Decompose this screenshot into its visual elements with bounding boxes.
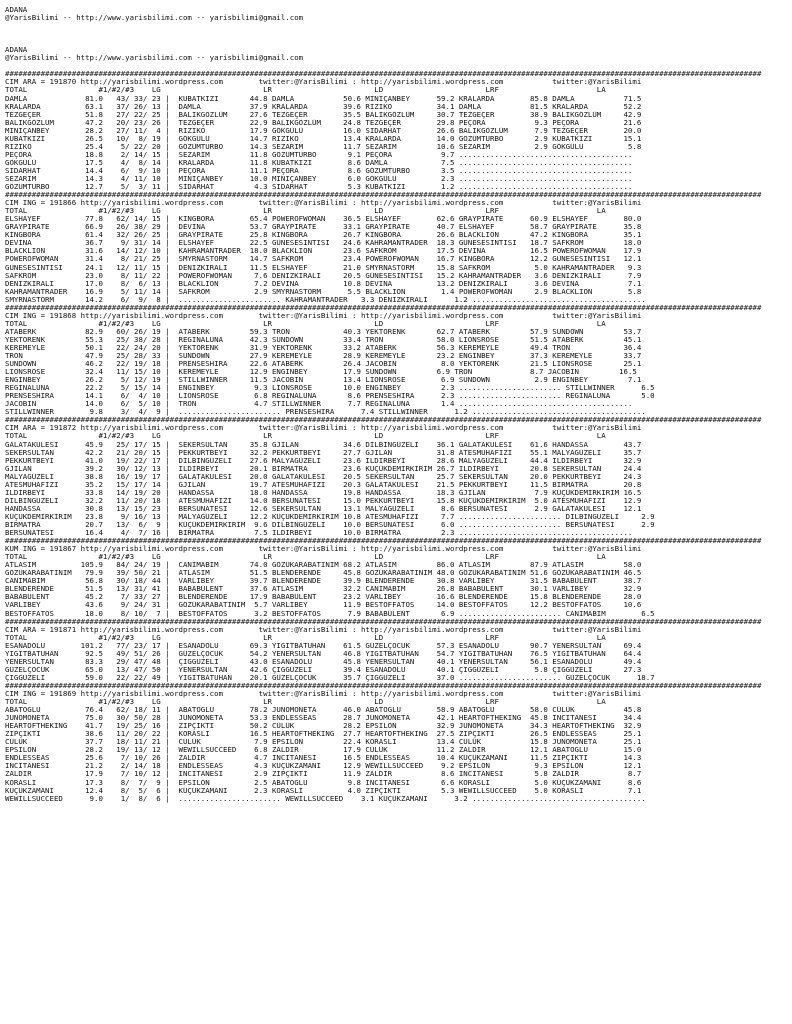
table-row: KUBATKIZI 26.5 10/ 8/ 19 | GÖKGÜLÜ 14.7 RIZIKO 13.4 KRALARDA 14.0 GÖZÜMTURBO 2.9 KUBATKIZI 15.1 xyxy=(5,134,642,143)
blank-line xyxy=(5,30,791,38)
text-line: ADANA xyxy=(5,46,28,55)
table-row: BLENDERENDE 51.5 13/ 31/ 41 | BABABÜLENT 37.6 ATLASIM 32.2 CANIMABIM 26.8 BABABÜLENT 30.1 VARLIBEY 32.9 xyxy=(5,585,642,594)
column-header-row: TOTAL #1/#2/#3 LG LR LD LRF LA xyxy=(5,207,606,216)
table-row: SMYRNASTORM 14.2 6/ 9/ 8 | ....................... KAHRAMANTRADER 3.3 DENIZKIRALI 1.2 ....................................... xyxy=(5,295,646,304)
table-row: DAMLA 81.0 43/ 33/ 23 | KUBATKIZI 44.8 DAMLA 50.6 MINIÇANBEY 59.2 KRALARDA 85.8 DAMLA 71.5 xyxy=(5,94,642,103)
table-row: LIONSROSE 32.4 11/ 15/ 10 | KEREMEYLE 12.9 ENGINBEY 17.9 SUNDOWN 6.9 TRON 8.7 JACOBIN 16.5 xyxy=(5,368,637,377)
table-row: ATLASIM 105.9 84/ 24/ 19 | CANIMABIM 74.0 GÖZÜKARABATINIM 68.2 ATLASIM 86.0 ATLASIM 87.9 ATLASIM 58.0 xyxy=(5,561,642,570)
table-row: KAHRAMANTRADER 16.9 5/ 11/ 14 | SAFKROM 2.9 SMYRNASTORM 5.5 BLACKLION 1.4 POWEROFWOMAN 2.9 BLACKLION 5.8 xyxy=(5,287,642,296)
table-row: POWEROFWOMAN 31.4 8/ 21/ 25 | SMYRNASTORM 14.7 SAFKROM 23.4 POWEROFWOMAN 16.7 KINGBORA 12.2 GÜNESESINTISI 12.1 xyxy=(5,255,642,264)
table-row: TRON 47.9 25/ 28/ 33 | SUNDOWN 27.9 KEREMEYLE 28.9 KEREMEYLE 23.2 ENGINBEY 37.3 KEREMEYLE 33.7 xyxy=(5,352,642,361)
table-row: ILDIRBEYI 33.8 14/ 19/ 20 | HANDASSA 18.0 HANDASSA 19.8 HANDASSA 18.3 GJILAN 7.9 KÜÇÜKDEMIRKIRIM 16.5 xyxy=(5,488,642,497)
table-row: DEVINA 36.7 9/ 31/ 14 | ELSHAYEF 22.5 GÜNESESINTISI 24.6 KAHRAMANTRADER 18.3 GÜNESESINTISI 18.7 SAFKROM 18.0 xyxy=(5,239,642,248)
table-row: DENIZKIRALI 17.0 8/ 6/ 13 | BLACKLION 7.2 DEVINA 10.8 DEVINA 13.2 DENIZKIRALI 3.6 DEVINA 7.1 xyxy=(5,279,642,288)
table-row: KÜÇÜKDEMIRKIRIM 23.8 9/ 16/ 13 | MALYAGÜZELI 12.2 KÜÇÜKDEMIRKIRIM 10.8 ATESMUHAFIZI 7.7 ....................... DILBINGÜZELI 2.9 xyxy=(5,512,655,521)
table-row: HANDASSA 30.8 13/ 15/ 23 | BERSUNATESI 12.6 SEKERSULTAN 13.1 MALYAGÜZELI 8.6 BERSUNATESI 2.9 GALATAKULESI 12.1 xyxy=(5,504,642,513)
table-row: JACOBIN 14.0 6/ 5/ 10 | TRON 4.7 STILLWINNER 7.7 REGINALUNA 1.4 ....................................... xyxy=(5,400,633,409)
separator-line: ########################################################################################################################################################################## xyxy=(5,617,762,626)
blank-line xyxy=(5,22,791,30)
table-row: ENGINBEY 26.2 5/ 12/ 19 | STILLWINNER 11.5 JACOBIN 13.4 LIONSROSE 6.9 SUNDOWN 2.9 ENGINBEY 7.1 xyxy=(5,376,642,385)
contact-line: @YarisBilimi -- http://www.yarisbilimi.com -- yarisbilimi@gmail.com xyxy=(5,14,304,23)
column-header-row: TOTAL #1/#2/#3 LG LR LD LRF LA xyxy=(5,698,606,707)
table-row: VARLIBEY 43.6 9/ 24/ 31 | GÖZÜKARABATINIM 5.7 VARLIBEY 11.9 BESTOFFATOS 14.0 BESTOFFATOS 12.2 BESTOFFATOS 10.6 xyxy=(5,601,642,610)
table-row: YEKTORENK 55.3 25/ 38/ 28 | REGINALUNA 42.3 SUNDOWN 33.4 TRON 58.0 LIONSROSE 51.5 ATABERK 45.1 xyxy=(5,335,642,344)
separator-line: ########################################################################################################################################################################## xyxy=(5,191,762,200)
table-row: JUNOMONETA 75.0 30/ 50/ 28 | JUNOMONETA 53.3 ENDLESSEAS 28.7 JUNOMONETA 42.1 HEARTOFTHEKING 45.8 INCITANESI 34.4 xyxy=(5,714,642,723)
separator-line: ########################################################################################################################################################################## xyxy=(5,303,762,312)
table-row: GRAYPIRATE 66.9 26/ 38/ 29 | DEVINA 53.7 GRAYPIRATE 33.1 GRAYPIRATE 40.7 ELSHAYEF 58.7 GRAYPIRATE 35.8 xyxy=(5,223,642,232)
table-row: YIGITBATUHAN 92.5 49/ 51/ 26 | GÜZELÇOCUK 54.2 YENERSULTAN 46.8 YIGITBATUHAN 54.7 YIGITBATUHAN 76.5 YIGITBATUHAN 64.4 xyxy=(5,649,642,658)
table-row: SAFKROM 23.0 8/ 11/ 22 | POWEROFWOMAN 7.6 DENIZKIRALI 20.5 GÜNESESINTISI 15.2 KAHRAMANTRADER 3.6 DENIZKIRALI 7.9 xyxy=(5,271,642,280)
race-header: CIM ARA = 191870 http://yarisbilimi.wordpress.com twitter:@YarisBilimi : http://yarisbilimi.wordpress.com twitter:@YarisBilimi xyxy=(5,78,642,87)
race-header: CIM ING = 191869 http://yarisbilimi.wordpress.com twitter:@YarisBilimi : http://yarisbilimi.wordpress.com twitter:@YarisBilimi xyxy=(5,689,642,698)
table-row: KINGBORA 61.4 32/ 26/ 25 | GRAYPIRATE 25.8 KINGBORA 26.7 KINGBORA 26.6 BLACKLION 47.2 KINGBORA 35.1 xyxy=(5,231,642,240)
table-row: REGINALUNA 22.2 5/ 15/ 14 | ENGINBEY 9.3 LIONSROSE 10.0 ENGINBEY 2.3 ....................... STILLWINNER 6.5 xyxy=(5,384,655,393)
table-row: GALATAKULESI 45.9 25/ 17/ 15 | SEKERSULTAN 35.8 GJILAN 34.6 DILBINGÜZELI 36.1 GALATAKULESI 61.6 HANDASSA 43.7 xyxy=(5,440,642,449)
table-row: BLACKLION 31.6 14/ 12/ 10 | KAHRAMANTRADER 18.0 BLACKLION 23.6 SAFKROM 17.5 DEVINA 16.5 POWEROFWOMAN 17.9 xyxy=(5,247,642,256)
table-row: TEZGEÇER 51.8 27/ 22/ 25 | BALIKGÖZLÜM 27.6 TEZGEÇER 35.5 BALIKGÖZLÜM 30.7 TEZGEÇER 38.9 BALIKGÖZLÜM 42.9 xyxy=(5,110,642,119)
column-header-row: TOTAL #1/#2/#3 LG LR LD LRF LA xyxy=(5,633,606,642)
table-row: MINIÇANBEY 28.2 27/ 11/ 4 | RIZIKO 17.9 GÖKGÜLÜ 16.0 SIDARHAT 26.6 BALIKGÖZLÜM 7.9 TEZGEÇER 20.0 xyxy=(5,126,642,135)
contact-line: @YarisBilimi -- http://www.yarisbilimi.com -- yarisbilimi@gmail.com xyxy=(5,54,304,63)
table-row: INCITANESI 21.2 2/ 14/ 18 | ENDLESSEAS 4.3 KÜÇÜKZAMANI 12.9 WEWILLSUCCEED 9.2 EPSILON 9.3 EPSILON 12.1 xyxy=(5,762,642,771)
table-row: GJILAN 39.2 30/ 12/ 13 | ILDIRBEYI 20.1 BIRMATRA 23.6 KÜÇÜKDEMIRKIRIM 26.7 ILDIRBEYI 20.8 SEKERSULTAN 24.4 xyxy=(5,464,642,473)
table-row: RIZIKO 25.4 5/ 22/ 20 | GÖZÜMTURBO 14.3 SEZARIM 11.7 SEZARIM 10.6 SEZARIM 2.9 GÖKGÜLÜ 5.8 xyxy=(5,142,642,151)
table-row: YENERSULTAN 83.3 29/ 47/ 48 | ÇIGGÜZELI 43.0 ESANADOLU 45.8 YENERSULTAN 40.1 YENERSULTAN 56.1 ESANADOLU 49.4 xyxy=(5,657,642,666)
table-row: EPSILON 28.2 19/ 13/ 12 | WEWILLSUCCEED 6.8 ZALDIR 17.9 CÜLÜK 11.2 ZALDIR 12.1 ABATOGLU 15.0 xyxy=(5,746,642,755)
table-row: GÖKGÜLÜ 17.5 4/ 8/ 14 | KRALARDA 11.8 KUBATKIZI 8.6 DAMLA 7.5 ....................................... xyxy=(5,158,633,167)
table-row: BERSUNATESI 16.4 4/ 7/ 16 | BIRMATRA 7.5 ILDIRBEYI 10.0 BIRMATRA 2.3 ....................................... xyxy=(5,529,633,538)
race-header: CIM ING = 191868 http://yarisbilimi.wordpress.com twitter:@YarisBilimi : http://yarisbilimi.wordpress.com twitter:@YarisBilimi xyxy=(5,311,642,320)
table-row: STILLWINNER 9.8 3/ 4/ 9 | ....................... PRENSESHIRA 7.4 STILLWINNER 1.2 ....................................... xyxy=(5,408,646,417)
document-body xyxy=(5,6,791,803)
table-row: BESTOFFATOS 18.0 8/ 10/ 7 | BESTOFFATOS 3.2 BESTOFFATOS 7.9 BABABÜLENT 6.9 ....................... CANIMABIM 6.5 xyxy=(5,609,655,618)
table-row: ÇIGGÜZELI 59.0 22/ 22/ 49 | YIGITBATUHAN 20.1 GÜZELÇOCUK 35.7 ÇIGGÜZELI 37.0 ....................... GÜZELÇOCUK 18.7 xyxy=(5,673,655,682)
table-row: GÜZELÇOCUK 65.0 13/ 47/ 50 | YENERSULTAN 42.6 ÇIGGÜZELI 39.4 ESANADOLU 40.1 ÇIGGÜZELI 5.8 ÇIGGÜZELI 27.3 xyxy=(5,665,642,674)
table-row: DILBINGÜZELI 32.2 11/ 20/ 18 | ATESMUHAFIZI 14.0 BERSUNATESI 15.0 PEKKURTBEYI 15.8 KÜÇÜKDEMIRKIRIM 5.0 ATESMUHAFIZI 12.9 xyxy=(5,496,642,505)
table-row: ABATOGLU 76.4 62/ 18/ 11 | ABATOGLU 78.2 JUNOMONETA 46.0 ABATOGLU 58.9 ABATOGLU 58.0 CÜLÜK 45.8 xyxy=(5,706,642,715)
table-row: KORASLI 17.3 8/ 7/ 9 | EPSILON 2.5 ABATOGLU 9.8 INCITANESI 6.6 KORASLI 5.0 KÜÇÜKZAMANI 8.6 xyxy=(5,778,642,787)
column-header-row: TOTAL #1/#2/#3 LG LR LD LRF LA xyxy=(5,86,606,95)
table-row: KEREMEYLE 50.1 22/ 24/ 20 | YEKTORENK 31.9 YEKTORENK 33.2 ATABERK 56.3 KEREMEYLE 49.4 TRON 36.4 xyxy=(5,343,642,352)
race-header: CIM ARA = 191871 http://yarisbilimi.wordpress.com twitter:@YarisBilimi : http://yarisbilimi.wordpress.com twitter:@YarisBilimi xyxy=(5,625,642,634)
table-row: ATESMUHAFIZI 35.2 15/ 17/ 14 | GJILAN 19.7 ATESMUHAFIZI 20.3 GALATAKULESI 21.5 PEKKURTBEYI 11.5 BIRMATRA 20.8 xyxy=(5,480,642,489)
blank-line xyxy=(5,62,791,70)
race-header: CIM ARA = 191872 http://yarisbilimi.wordpress.com twitter:@YarisBilimi : http://yarisbilimi.wordpress.com twitter:@YarisBilimi xyxy=(5,424,642,433)
table-row: HEARTOFTHEKING 41.7 19/ 25/ 16 | ZIPÇIKTI 50.2 CÜLÜK 28.2 EPSILON 32.9 JUNOMONETA 34.3 HEARTOFTHEKING 32.9 xyxy=(5,722,642,731)
table-row: MALYAGÜZELI 38.8 16/ 19/ 17 | GALATAKULESI 20.0 GALATAKULESI 20.5 SEKERSULTAN 25.7 SEKERSULTAN 20.0 PEKKURTBEYI 24.3 xyxy=(5,472,642,481)
table-row: KÜÇÜKZAMANI 12.4 8/ 5/ 6 | KÜÇÜKZAMANI 2.3 KORASLI 4.0 ZIPÇIKTI 5.3 WEWILLSUCCEED 5.0 KORASLI 7.1 xyxy=(5,786,642,795)
table-row: KRALARDA 63.1 37/ 26/ 13 | DAMLA 37.9 KRALARDA 39.6 RIZIKO 34.1 DAMLA 81.5 KRALARDA 52.2 xyxy=(5,102,642,111)
table-row: SEZARIM 14.3 4/ 11/ 10 | MINIÇANBEY 10.0 MINIÇANBEY 6.0 GÖKGÜLÜ 2.3 ....................................... xyxy=(5,174,633,183)
table-row: SIDARHAT 14.4 6/ 9/ 10 | PEÇORA 11.1 PEÇORA 8.6 GÖZÜMTURBO 3.5 ....................................... xyxy=(5,166,633,175)
table-row: ATABERK 82.9 60/ 26/ 19 | ATABERK 59.3 TRON 40.3 YEKTORENK 62.7 ATABERK 57.9 SUNDOWN 53.7 xyxy=(5,327,642,336)
table-row: ESANADOLU 101.2 77/ 23/ 17 | ESANADOLU 69.3 YIGITBATUHAN 61.5 GÜZELÇOCUK 57.3 ESANADOLU 90.7 YENERSULTAN 69.4 xyxy=(5,641,642,650)
table-row: CANIMABIM 56.8 30/ 18/ 44 | VARLIBEY 39.7 BLENDERENDE 39.9 BLENDERENDE 30.8 VARLIBEY 31.5 BABABÜLENT 38.7 xyxy=(5,577,642,586)
race-header: KUM ING = 191867 http://yarisbilimi.wordpress.com twitter:@YarisBilimi : http://yarisbilimi.wordpress.com twitter:@YarisBilimi xyxy=(5,545,642,554)
table-row: WEWILLSUCCEED 9.0 1/ 8/ 6 | ....................... WEWILLSUCCEED 3.1 KÜÇÜKZAMANI 3.2 ....................................... xyxy=(5,794,646,803)
separator-line: ########################################################################################################################################################################## xyxy=(5,70,762,79)
table-row: PRENSESHIRA 14.1 6/ 4/ 10 | LIONSROSE 6.8 REGINALUNA 8.6 PRENSESHIRA 2.3 ....................... REGINALUNA 5.0 xyxy=(5,392,655,401)
table-row: BIRMATRA 20.7 13/ 6/ 9 | KÜÇÜKDEMIRKIRIM 9.6 DILBINGÜZELI 10.0 BERSUNATESI 6.0 ....................... BERSUNATESI 2.9 xyxy=(5,521,655,529)
table-row: ZALDIR 17.9 7/ 10/ 12 | INCITANESI 2.9 ZIPÇIKTI 11.9 ZALDIR 8.6 INCITANESI 5.8 ZALDIR 8.7 xyxy=(5,770,642,779)
table-row: GÖZÜKARABATINIM 79.9 39/ 50/ 21 | ATLASIM 51.5 BLENDERENDE 45.8 GÖZÜKARABATINIM 48.0 GÖZÜKARABATINIM 51.6 GÖZÜKARABATINIM 46.5 xyxy=(5,569,642,578)
table-row: BABABÜLENT 45.2 7/ 33/ 27 | BLENDERENDE 17.9 BABABÜLENT 23.2 VARLIBEY 16.6 BLENDERENDE 15.8 BLENDERENDE 28.0 xyxy=(5,593,642,602)
text-line: ADANA xyxy=(5,6,28,14)
column-header-row: TOTAL #1/#2/#3 LG LR LD LRF LA xyxy=(5,553,606,562)
separator-line: ########################################################################################################################################################################## xyxy=(5,681,762,690)
table-row: SUNDOWN 46.2 22/ 19/ 18 | PRENSESHIRA 22.6 ATABERK 26.4 JACOBIN 8.0 YEKTORENK 21.5 LIONSROSE 25.1 xyxy=(5,360,642,369)
race-header: CIM ING = 191866 http://yarisbilimi.wordpress.com twitter:@YarisBilimi : http://yarisbilimi.wordpress.com twitter:@YarisBilimi xyxy=(5,199,642,208)
table-row: CÜLÜK 37.7 18/ 11/ 21 | CÜLÜK 7.9 EPSILON 22.4 KORASLI 13.4 CÜLÜK 15.8 JUNOMONETA 25.1 xyxy=(5,738,642,747)
blank-line xyxy=(5,38,791,46)
column-header-row: TOTAL #1/#2/#3 LG LR LD LRF LA xyxy=(5,319,606,328)
table-row: SEKERSULTAN 42.2 21/ 20/ 15 | PEKKURTBEYI 32.2 PEKKURTBEYI 27.7 GJILAN 31.8 ATESMUHAFIZI 55.1 MALYAGÜZELI 35.7 xyxy=(5,448,642,457)
column-header-row: TOTAL #1/#2/#3 LG LR LD LRF LA xyxy=(5,432,606,441)
table-row: ENDLESSEAS 25.6 7/ 10/ 26 | ZALDIR 4.7 INCITANESI 16.5 ENDLESSEAS 10.4 KÜÇÜKZAMANI 11.5 ZIPÇIKTI 14.3 xyxy=(5,754,642,763)
table-row: PEKKURTBEYI 41.0 19/ 22/ 17 | DILBINGÜZELI 27.6 MALYAGÜZELI 23.6 ILDIRBEYI 28.6 MALYAGÜZELI 44.4 ILDIRBEYI 32.9 xyxy=(5,456,642,465)
separator-line: ########################################################################################################################################################################## xyxy=(5,416,762,425)
table-row: ELSHAYEF 77.8 62/ 14/ 15 | KINGBORA 65.4 POWEROFWOMAN 36.5 ELSHAYEF 62.6 GRAYPIRATE 60.9 ELSHAYEF 80.0 xyxy=(5,215,642,224)
table-row: PEÇORA 18.8 2/ 14/ 15 | SEZARIM 11.8 GÖZÜMTURBO 9.1 PEÇORA 9.7 ....................................... xyxy=(5,150,633,159)
table-row: ZIPÇIKTI 38.6 11/ 20/ 22 | KORASLI 16.5 HEARTOFTHEKING 27.7 HEARTOFTHEKING 27.5 ZIPÇIKTI 26.5 ENDLESSEAS 25.1 xyxy=(5,730,642,739)
table-row: BALIKGÖZLÜM 47.2 20/ 23/ 26 | TEZGEÇER 22.9 BALIKGÖZLÜM 24.8 TEZGEÇER 29.8 PEÇORA 9.3 PEÇORA 21.6 xyxy=(5,118,642,127)
table-row: GÖZÜMTURBO 12.7 5/ 3/ 11 | SIDARHAT 4.3 SIDARHAT 5.3 KUBATKIZI 1.2 ....................................... xyxy=(5,183,633,192)
table-row: GÜNESESINTISI 24.1 12/ 11/ 15 | DENIZKIRALI 11.5 ELSHAYEF 21.0 SMYRNASTORM 15.8 SAFKROM 5.0 KAHRAMANTRADER 9.3 xyxy=(5,263,642,272)
separator-line: ########################################################################################################################################################################## xyxy=(5,537,762,546)
